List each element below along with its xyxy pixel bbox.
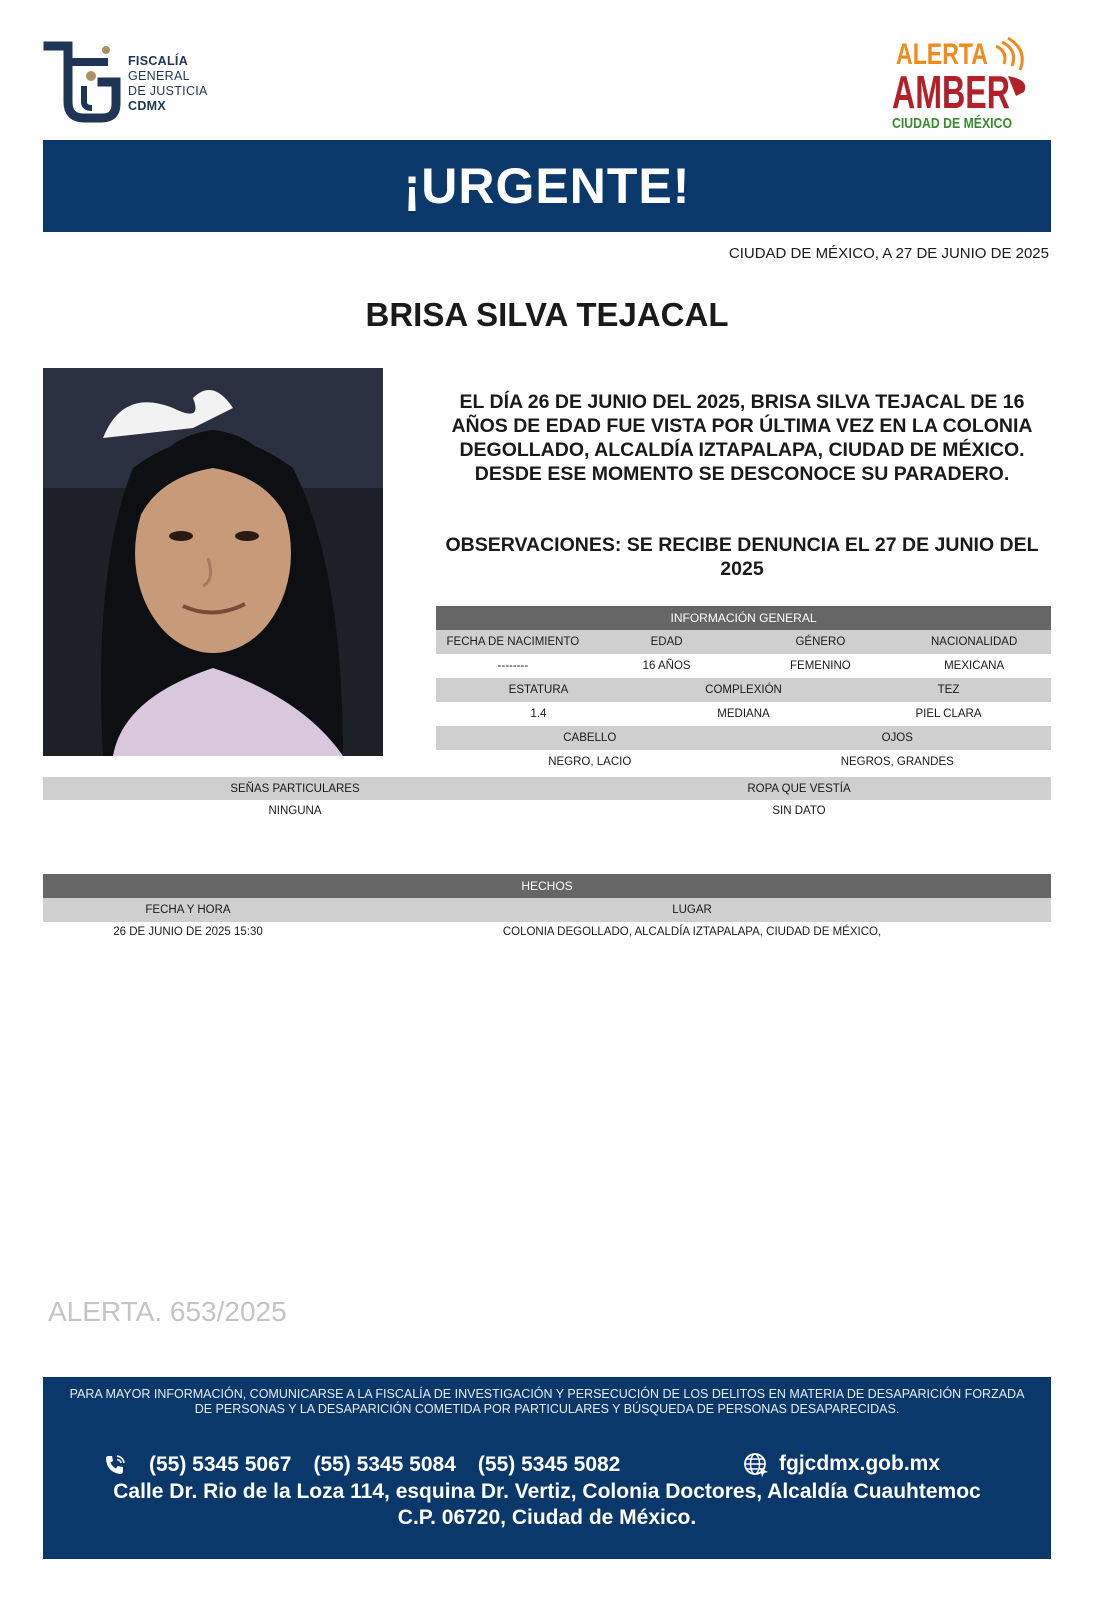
address-line2: C.P. 06720, Ciudad de México.	[397, 1506, 697, 1529]
website	[743, 1451, 940, 1477]
contact-footer	[43, 1377, 1051, 1559]
urgent-banner	[43, 140, 1051, 232]
table-row	[436, 750, 1051, 774]
value-birthdate: --------	[497, 660, 529, 672]
header-build: COMPLEXIÓN	[705, 684, 782, 696]
general-info-table	[436, 606, 1051, 774]
globe-icon	[743, 1451, 769, 1477]
header-birthdate: FECHA DE NACIMIENTO	[446, 636, 580, 648]
features-clothing-table	[43, 777, 1051, 822]
fgj-line4: CDMX	[128, 99, 167, 113]
header-height: ESTATURA	[508, 684, 569, 696]
svg-text:ALERTA: ALERTA	[896, 38, 988, 71]
fgj-line3: DE JUSTICIA	[128, 84, 208, 98]
table-header-row	[436, 678, 1051, 702]
value-clothing: SIN DATO	[772, 805, 826, 817]
person-name: BRISA SILVA TEJACAL	[365, 296, 729, 333]
urgent-title: ¡URGENTE!	[403, 158, 691, 214]
facts-title: HECHOS	[43, 874, 1051, 898]
fgj-wordmark	[128, 54, 208, 114]
observations: OBSERVACIONES: SE RECIBE DENUNCIA EL 27 DE JUNIO DEL 2025	[445, 534, 1039, 580]
header-complexion: TEZ	[937, 684, 960, 696]
general-info-title: INFORMACIÓN GENERAL	[436, 606, 1051, 630]
website-link[interactable]: fgjcdmx.gob.mx	[779, 1452, 941, 1475]
header-age: EDAD	[650, 636, 683, 648]
table-row	[436, 702, 1051, 726]
table-header-row	[436, 726, 1051, 750]
table-row	[43, 800, 1051, 822]
table-row	[43, 922, 1051, 942]
table-header-row	[436, 630, 1051, 654]
alert-number: ALERTA. 653/2025	[48, 1296, 287, 1327]
table-header-row	[43, 777, 1051, 800]
header-gender: GÉNERO	[795, 636, 846, 648]
value-hair: NEGRO, LACIO	[548, 756, 632, 768]
date-line: CIUDAD DE MÉXICO, A 27 DE JUNIO DE 2025	[728, 245, 1049, 262]
fgj-line2: GENERAL	[128, 69, 190, 83]
value-height: 1.4	[530, 708, 547, 720]
address-line1: Calle Dr. Rio de la Loza 114, esquina Dr. Vertiz, Colonia Doctores, Alcaldía Cuauhtemoc	[113, 1480, 981, 1503]
value-age: 16 AÑOS	[642, 660, 691, 672]
facts-table	[43, 874, 1051, 942]
phone-list	[103, 1453, 620, 1477]
header-datetime: FECHA Y HORA	[145, 904, 231, 916]
table-header-row	[43, 898, 1051, 922]
value-marks: NINGUNA	[268, 805, 322, 817]
value-gender: FEMENINO	[790, 660, 851, 672]
table-row	[436, 654, 1051, 678]
header-eyes: OJOS	[881, 732, 913, 744]
amber-alert-logo	[890, 36, 1040, 136]
footer-note: PARA MAYOR INFORMACIÓN, COMUNICARSE A LA FISCALÍA DE INVESTIGACIÓN Y PERSECUCIÓN DE LOS DELITOS EN MATERIA DE DESAPARICIÓN FORZADA DE PERSONAS Y LA DESAPARICIÓN COMETIDA POR PARTICULARES Y BÚSQUEDA DE PERSONAS DESAPARECIDAS.	[69, 1387, 1025, 1416]
value-complexion: PIEL CLARA	[915, 708, 982, 720]
address	[43, 1479, 1051, 1531]
value-place: COLONIA DEGOLLADO, ALCALDÍA IZTAPALAPA, CIUDAD DE MÉXICO,	[502, 926, 882, 938]
value-eyes: NEGROS, GRANDES	[840, 756, 954, 768]
phone-icon	[103, 1453, 127, 1477]
phone-number-1[interactable]: (55) 5345 5067	[149, 1453, 292, 1476]
fgj-line1: FISCALÍA	[128, 54, 189, 68]
header-clothing: ROPA QUE VESTÍA	[747, 782, 851, 795]
value-build: MEDIANA	[717, 708, 770, 720]
svg-text:CIUDAD DE MÉXICO: CIUDAD DE MÉXICO	[892, 115, 1013, 132]
phone-number-3[interactable]: (55) 5345 5082	[477, 1453, 621, 1476]
header-marks: SEÑAS PARTICULARES	[230, 782, 360, 795]
incident-description: EL DÍA 26 DE JUNIO DEL 2025, BRISA SILVA TEJACAL DE 16 AÑOS DE EDAD FUE VISTA POR ÚLTIMA VEZ EN LA COLONIA DEGOLLADO, ALCALDÍA IZTAPALAPA, CIUDAD DE MÉXICO. DESDE ESE MOMENTO SE DESCONOCE SU PARADERO.	[451, 391, 1033, 485]
value-datetime: 26 DE JUNIO DE 2025 15:30	[113, 926, 263, 938]
header-place: LUGAR	[672, 904, 712, 916]
header-hair: CABELLO	[563, 732, 617, 744]
value-nationality: MEXICANA	[944, 660, 1005, 672]
missing-person-photo	[43, 368, 383, 756]
svg-text:AMBER: AMBER	[892, 66, 1010, 118]
phone-number-2[interactable]: (55) 5345 5084	[313, 1453, 456, 1476]
header-nationality: NACIONALIDAD	[930, 636, 1018, 648]
